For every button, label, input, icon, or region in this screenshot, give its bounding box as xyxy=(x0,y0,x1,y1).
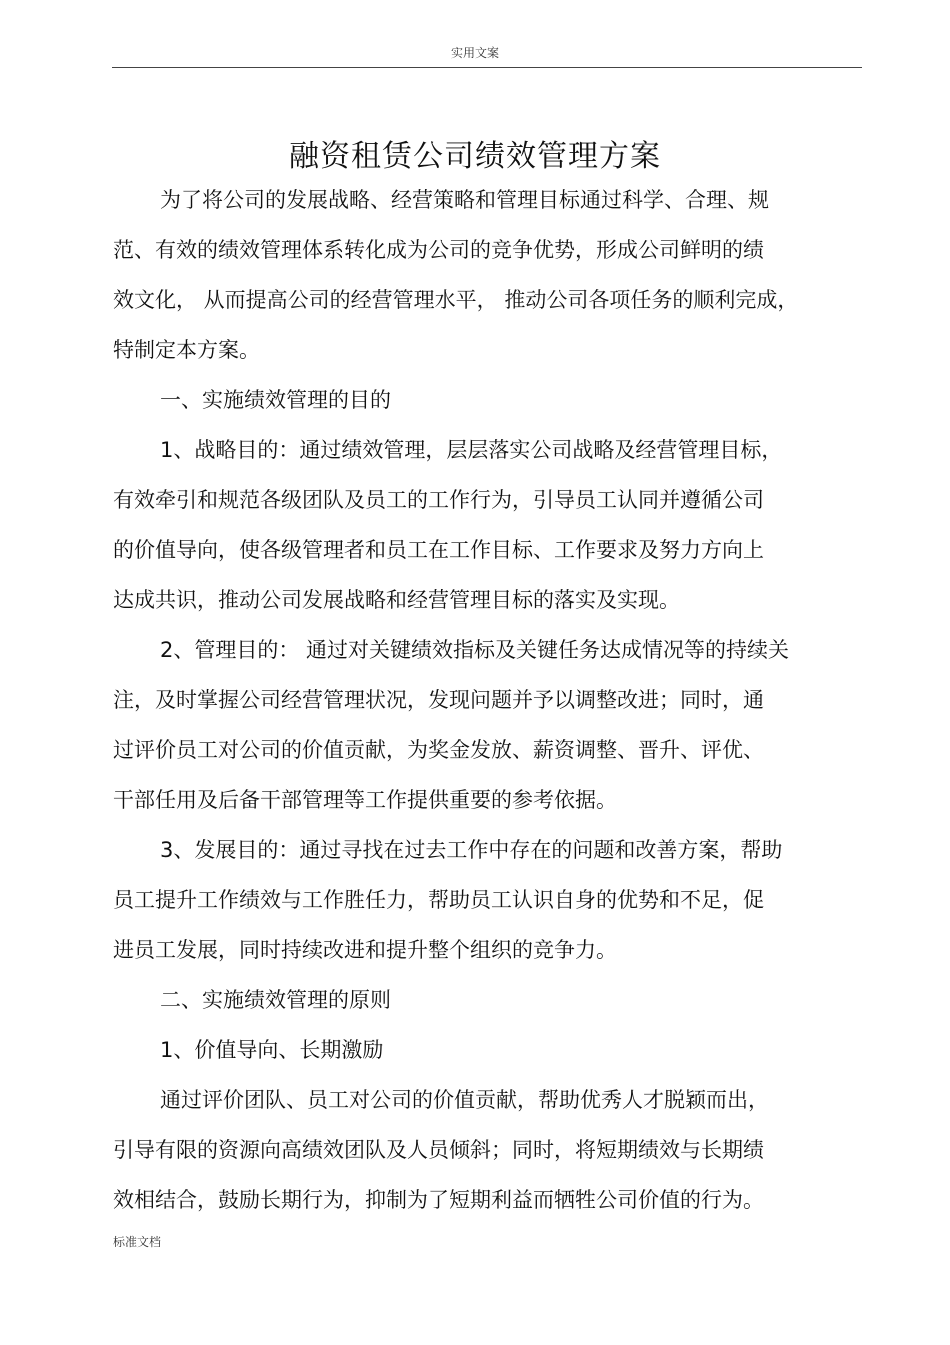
body-line: 注，及时掌握公司经营管理状况，发现问题并予以调整改进；同时，通 xyxy=(113,688,764,712)
body-line: 范、有效的绩效管理体系转化成为公司的竞争优势，形成公司鲜明的绩 xyxy=(113,238,764,262)
body-line: 干部任用及后备干部管理等工作提供重要的参考依据。 xyxy=(113,788,617,812)
body-line: 过评价员工对公司的价值贡献，为奖金发放、薪资调整、晋升、评优、 xyxy=(113,738,764,762)
body-line: 引导有限的资源向高绩效团队及人员倾斜；同时，将短期绩效与长期绩 xyxy=(113,1138,764,1162)
document-title: 融资租赁公司绩效管理方案 xyxy=(289,139,661,174)
body-line: 特制定本方案。 xyxy=(113,338,260,362)
header-text: 实用文案 xyxy=(450,46,499,60)
section-heading: 一、实施绩效管理的目的 xyxy=(160,388,391,412)
body-line: 为了将公司的发展战略、经营策略和管理目标通过科学、合理、规 xyxy=(160,188,769,212)
body-line: 效相结合，鼓励长期行为，抑制为了短期利益而牺牲公司价值的行为。 xyxy=(113,1188,764,1212)
body-line: 3、发展目的：通过寻找在过去工作中存在的问题和改善方案，帮助 xyxy=(160,838,783,862)
header-divider xyxy=(112,67,862,68)
body-line: 员工提升工作绩效与工作胜任力，帮助员工认识自身的优势和不足，促 xyxy=(113,888,764,912)
body-line: 达成共识，推动公司发展战略和经营管理目标的落实及实现。 xyxy=(113,588,680,612)
body-line: 2、管理目的： 通过对关键绩效指标及关键任务达成情况等的持续关 xyxy=(160,638,790,662)
body-line: 进员工发展，同时持续改进和提升整个组织的竞争力。 xyxy=(113,938,617,962)
body-line: 通过评价团队、员工对公司的价值贡献，帮助优秀人才脱颖而出， xyxy=(160,1088,769,1112)
body-line: 1、战略目的：通过绩效管理，层层落实公司战略及经营管理目标， xyxy=(160,438,783,462)
section-heading: 二、实施绩效管理的原则 xyxy=(160,988,391,1012)
body-line: 的价值导向，使各级管理者和员工在工作目标、工作要求及努力方向上 xyxy=(113,538,764,562)
body-line: 效文化， 从而提高公司的经营管理水平， 推动公司各项任务的顺利完成， xyxy=(113,288,799,312)
body-line: 有效牵引和规范各级团队及员工的工作行为，引导员工认同并遵循公司 xyxy=(113,488,764,512)
subsection-heading: 1、价值导向、长期激励 xyxy=(160,1038,384,1062)
footer-text: 标准文档 xyxy=(113,1235,162,1249)
